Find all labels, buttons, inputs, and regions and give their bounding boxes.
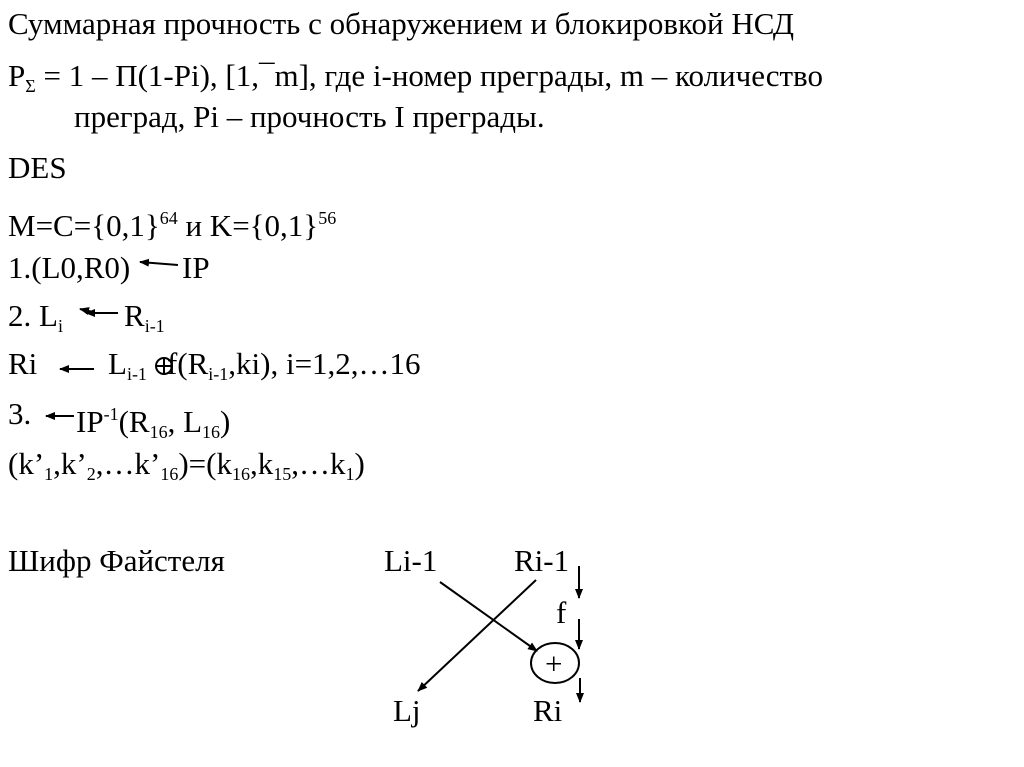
label-ri: Ri (533, 693, 563, 728)
ri-left: Ri (8, 346, 38, 381)
key-part: ,…k’ (95, 446, 161, 481)
step-3-sub-16a: 16 (149, 422, 168, 442)
key-sub: 15 (273, 464, 292, 484)
formula-sigma: Σ (25, 76, 36, 96)
key-sub: 16 (231, 464, 250, 484)
key-part: )=(k (178, 446, 232, 481)
formula-p: P (8, 58, 26, 93)
ri-l: L (108, 346, 127, 381)
formula-rest: = 1 – П(1-Pi), [1,¯m], где i-номер преграды, m – количество (35, 58, 823, 93)
des-heading: DES (8, 150, 67, 185)
feistel-title: Шифр Файстеля (8, 543, 225, 578)
step-2-sub-i: i (57, 316, 63, 336)
step-3-sub-16b: 16 (202, 422, 221, 442)
key-sub: 1 (44, 464, 54, 484)
step-1-left: 1.(L0,R0) (8, 250, 131, 285)
step-3-left: 3. (8, 396, 32, 431)
step-2-sub-i-1: i-1 (144, 316, 165, 336)
ri-sub-i-1b: i-1 (208, 364, 229, 384)
key-part: ,k (249, 446, 274, 481)
label-ri-1: Ri-1 (514, 543, 570, 578)
key-part: ,k’ (53, 446, 87, 481)
step-3-ip: IP (76, 404, 104, 439)
step-3-r: (R (118, 404, 150, 439)
title-line: Суммарная прочность с обнаружением и блокировкой НСД (8, 6, 795, 41)
formula-continuation: преград, Pi – прочность I преграды. (74, 99, 545, 134)
cross-arrow-ri-to-lj (418, 580, 536, 691)
key-part: ,…k (291, 446, 346, 481)
mc-exp-56: 56 (318, 208, 337, 228)
step-3-l: , L (167, 404, 203, 439)
step-2-r: R (124, 298, 145, 333)
xor-circle (531, 643, 579, 683)
key-part: ) (354, 446, 365, 481)
key-sub: 16 (160, 464, 179, 484)
ri-f: f(R (166, 346, 209, 381)
mc-text-b: и K={0,1} (177, 208, 319, 243)
step-3-close: ) (220, 404, 231, 439)
label-f: f (556, 595, 567, 630)
arrow-step-2a (80, 309, 93, 312)
label-lj: Lj (393, 693, 421, 728)
ri-sub-i-1: i-1 (126, 364, 147, 384)
ri-rest: ,ki), i=1,2,…16 (228, 346, 421, 381)
key-sub: 2 (86, 464, 96, 484)
arrow-step-1 (140, 262, 178, 265)
step-2-l: 2. L (8, 298, 58, 333)
label-plus: + (545, 646, 563, 681)
step-3-sup: -1 (103, 404, 119, 424)
label-li-1: Li-1 (384, 543, 438, 578)
key-sub: 1 (345, 464, 355, 484)
mc-exp-64: 64 (159, 208, 178, 228)
step-1-right: IP (182, 250, 210, 285)
key-part: (k’ (8, 446, 45, 481)
mc-text-a: M=C={0,1} (8, 208, 160, 243)
